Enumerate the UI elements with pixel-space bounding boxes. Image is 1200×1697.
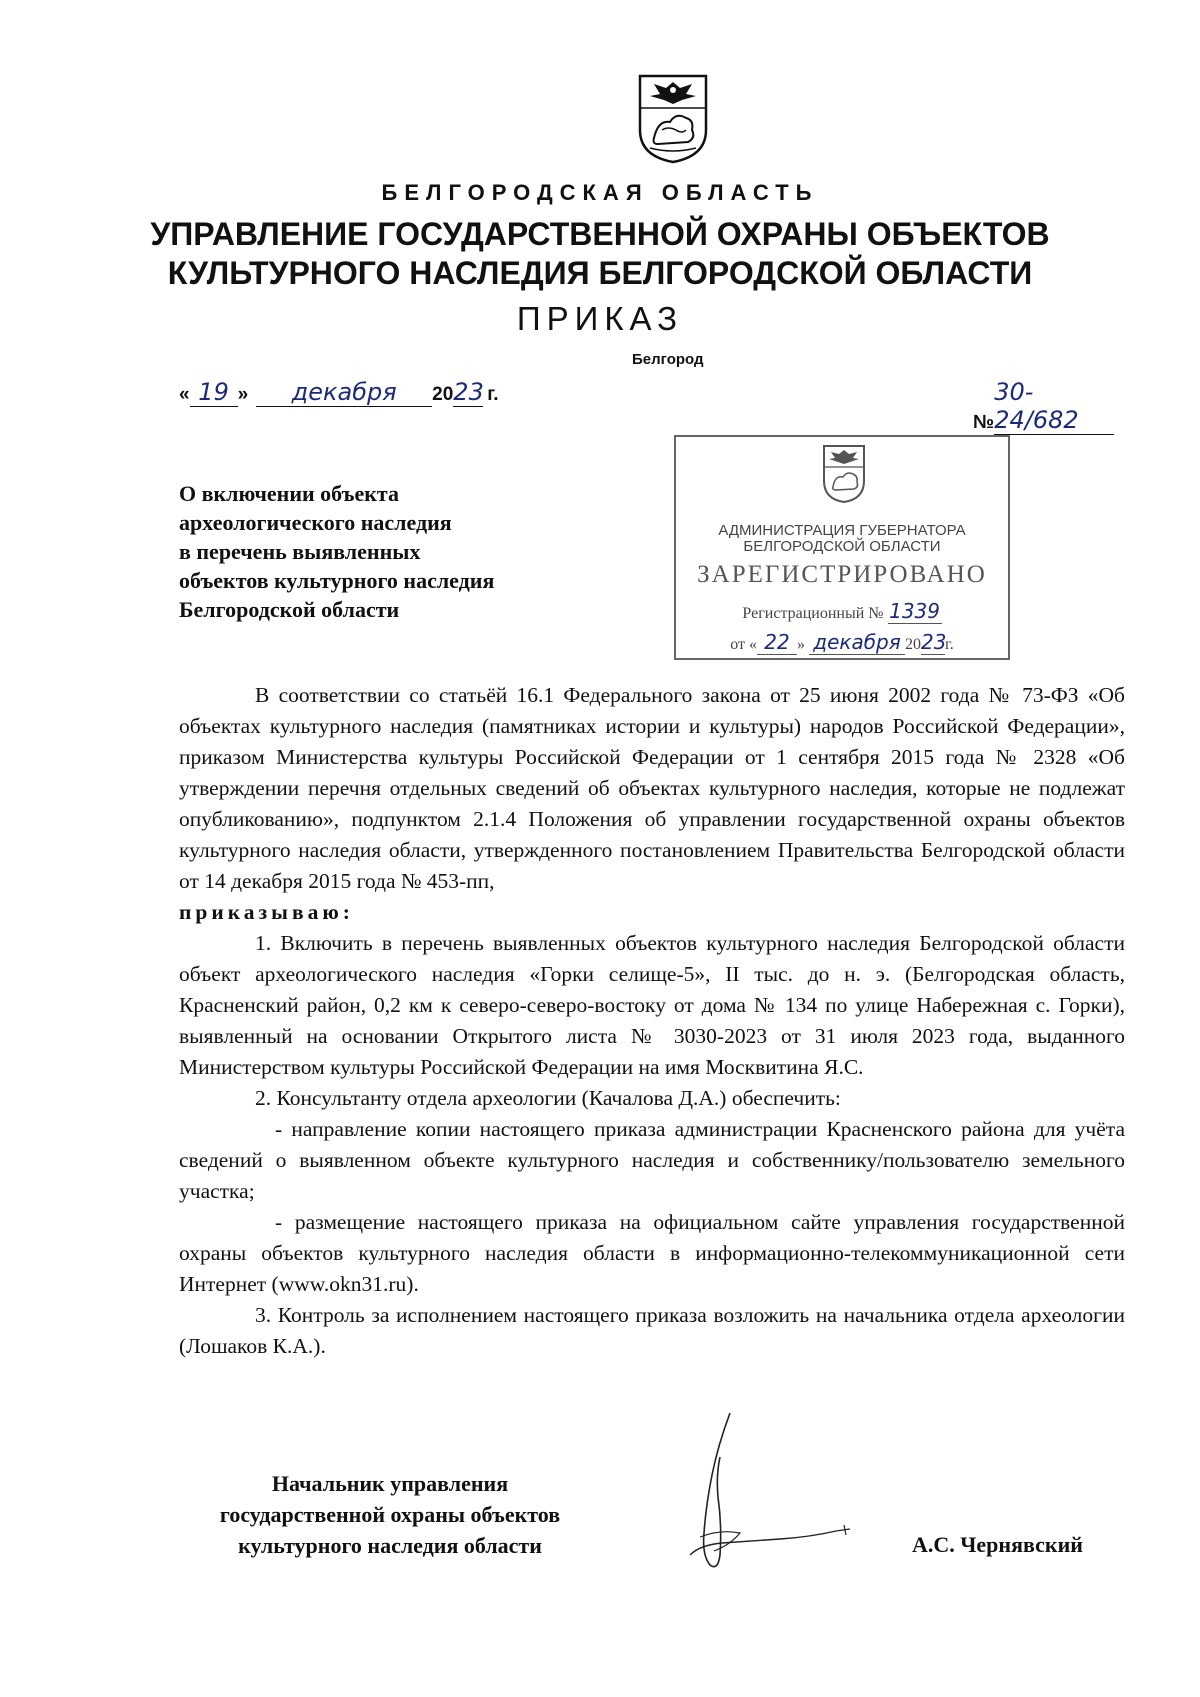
number-value: 30-24/682: [994, 378, 1114, 435]
date-day: 19: [190, 378, 238, 407]
signer-title-line2: государственной охраны объектов: [219, 1502, 561, 1527]
ordered-word: приказываю:: [179, 900, 354, 924]
subject-line3: в перечень выявленных: [179, 539, 421, 564]
subject-line5: Белгородской области: [179, 597, 400, 622]
stamp-emblem-icon: [821, 443, 867, 505]
document-type: ПРИКАЗ: [516, 300, 684, 337]
stamp-organization: [676, 523, 1008, 555]
item-3: 3. Контроль за исполнением настоящего приказа возложить на начальника отдела археологии (Лошаков К.А.).: [179, 1303, 1125, 1358]
signer-title-line3: культурного наследия области: [238, 1533, 542, 1558]
stamp-registered: ЗАРЕГИСТРИРОВАНО: [697, 561, 987, 588]
stamp-reg-label: Регистрационный №: [742, 605, 884, 622]
stamp-from-label: от «: [730, 636, 757, 653]
order-date: [179, 378, 499, 410]
stamp-year-unit: г.: [945, 636, 954, 653]
subject-line2: археологического наследия: [179, 510, 452, 535]
item-2b: - размещение настоящего приказа на официальном сайте управления государственной охраны объектов культурного наследия области в информационно-телекоммуникационной сети Интернет (www.okn31.ru).: [179, 1210, 1125, 1296]
subject-line1: О включении объекта: [179, 481, 399, 506]
item-2: 2. Консультанту отдела археологии (Качалова Д.А.) обеспечить:: [255, 1086, 841, 1110]
stamp-reg-year-prefix: 20: [905, 636, 921, 653]
item-1: 1. Включить в перечень выявленных объектов культурного наследия Белгородской области объект археологического наследия «Горки селище-5», II тыс. до н. э. (Белгородская область, Красненский район, 0,2 км к северо-северо-востоку от дома № 134 по улице Набережная с. Горки), выявленный на основании Открытого листа № 3030-2023 от 31 июля 2023 года, выданного Министерством культуры Российской Федерации на имя Москвитина Я.С.: [179, 931, 1125, 1079]
stamp-org-line2: БЕЛГОРОДСКОЙ ОБЛАСТИ: [743, 538, 941, 555]
signer-title-line1: Начальник управления: [271, 1471, 509, 1496]
stamp-quote-close: »: [797, 636, 805, 653]
coat-of-arms-icon: [636, 72, 710, 166]
city-label: Белгород: [632, 351, 704, 368]
date-month: декабря: [256, 378, 432, 407]
order-body: [179, 680, 1125, 1362]
date-year-unit: г.: [487, 384, 499, 405]
order-subject: [179, 479, 599, 624]
agency-name: [0, 215, 1200, 293]
stamp-reg-number-row: [676, 599, 1008, 624]
date-year-prefix: 20: [432, 384, 454, 405]
agency-name-line2: КУЛЬТУРНОГО НАСЛЕДИЯ БЕЛГОРОДСКОЙ ОБЛАСТИ: [167, 255, 1033, 291]
stamp-reg-month: декабря: [809, 630, 905, 655]
region-title: БЕЛГОРОДСКАЯ ОБЛАСТЬ: [381, 180, 819, 205]
date-year-suffix: 23: [453, 378, 484, 406]
stamp-reg-number: 1339: [889, 599, 941, 623]
number-prefix: №: [973, 412, 995, 433]
order-number: [973, 378, 1114, 435]
stamp-reg-date-row: [676, 630, 1008, 655]
signer-name: А.С. Чернявский: [912, 1532, 1083, 1557]
handwritten-signature: [660, 1405, 880, 1585]
date-open-quote: «: [179, 384, 190, 405]
signer-title: [170, 1468, 610, 1561]
agency-name-line1: УПРАВЛЕНИЕ ГОСУДАРСТВЕННОЙ ОХРАНЫ ОБЪЕКТОВ: [150, 216, 1050, 252]
preamble: В соответствии со статьёй 16.1 Федерального закона от 25 июня 2002 года № 73-ФЗ «Об объектах культурного наследия (памятниках истории и культуры) народов Российской Федерации», приказом Министерства культуры Российской Федерации от 1 сентября 2015 года № 2328 «Об утверждении перечня отдельных сведений об объектах культурного наследия, которые не подлежат опубликованию», подпунктом 2.1.4 Положения об управлении государственной охраны объектов культурного наследия области, утвержденного постановлением Правительства Белгородской области от 14 декабря 2015 года № 453-пп,: [179, 683, 1125, 893]
item-2a: - направление копии настоящего приказа администрации Красненского района для учёта сведений о выявленном объекте культурного наследия и собственнику/пользователю земельного участка;: [179, 1117, 1125, 1203]
subject-line4: объектов культурного наследия: [179, 568, 495, 593]
stamp-reg-year-suffix: 23: [921, 630, 947, 654]
date-close-quote: »: [237, 384, 249, 405]
stamp-org-line1: АДМИНИСТРАЦИЯ ГУБЕРНАТОРА: [718, 522, 966, 539]
stamp-reg-day: 22: [757, 630, 797, 655]
registration-stamp: [674, 435, 1010, 660]
